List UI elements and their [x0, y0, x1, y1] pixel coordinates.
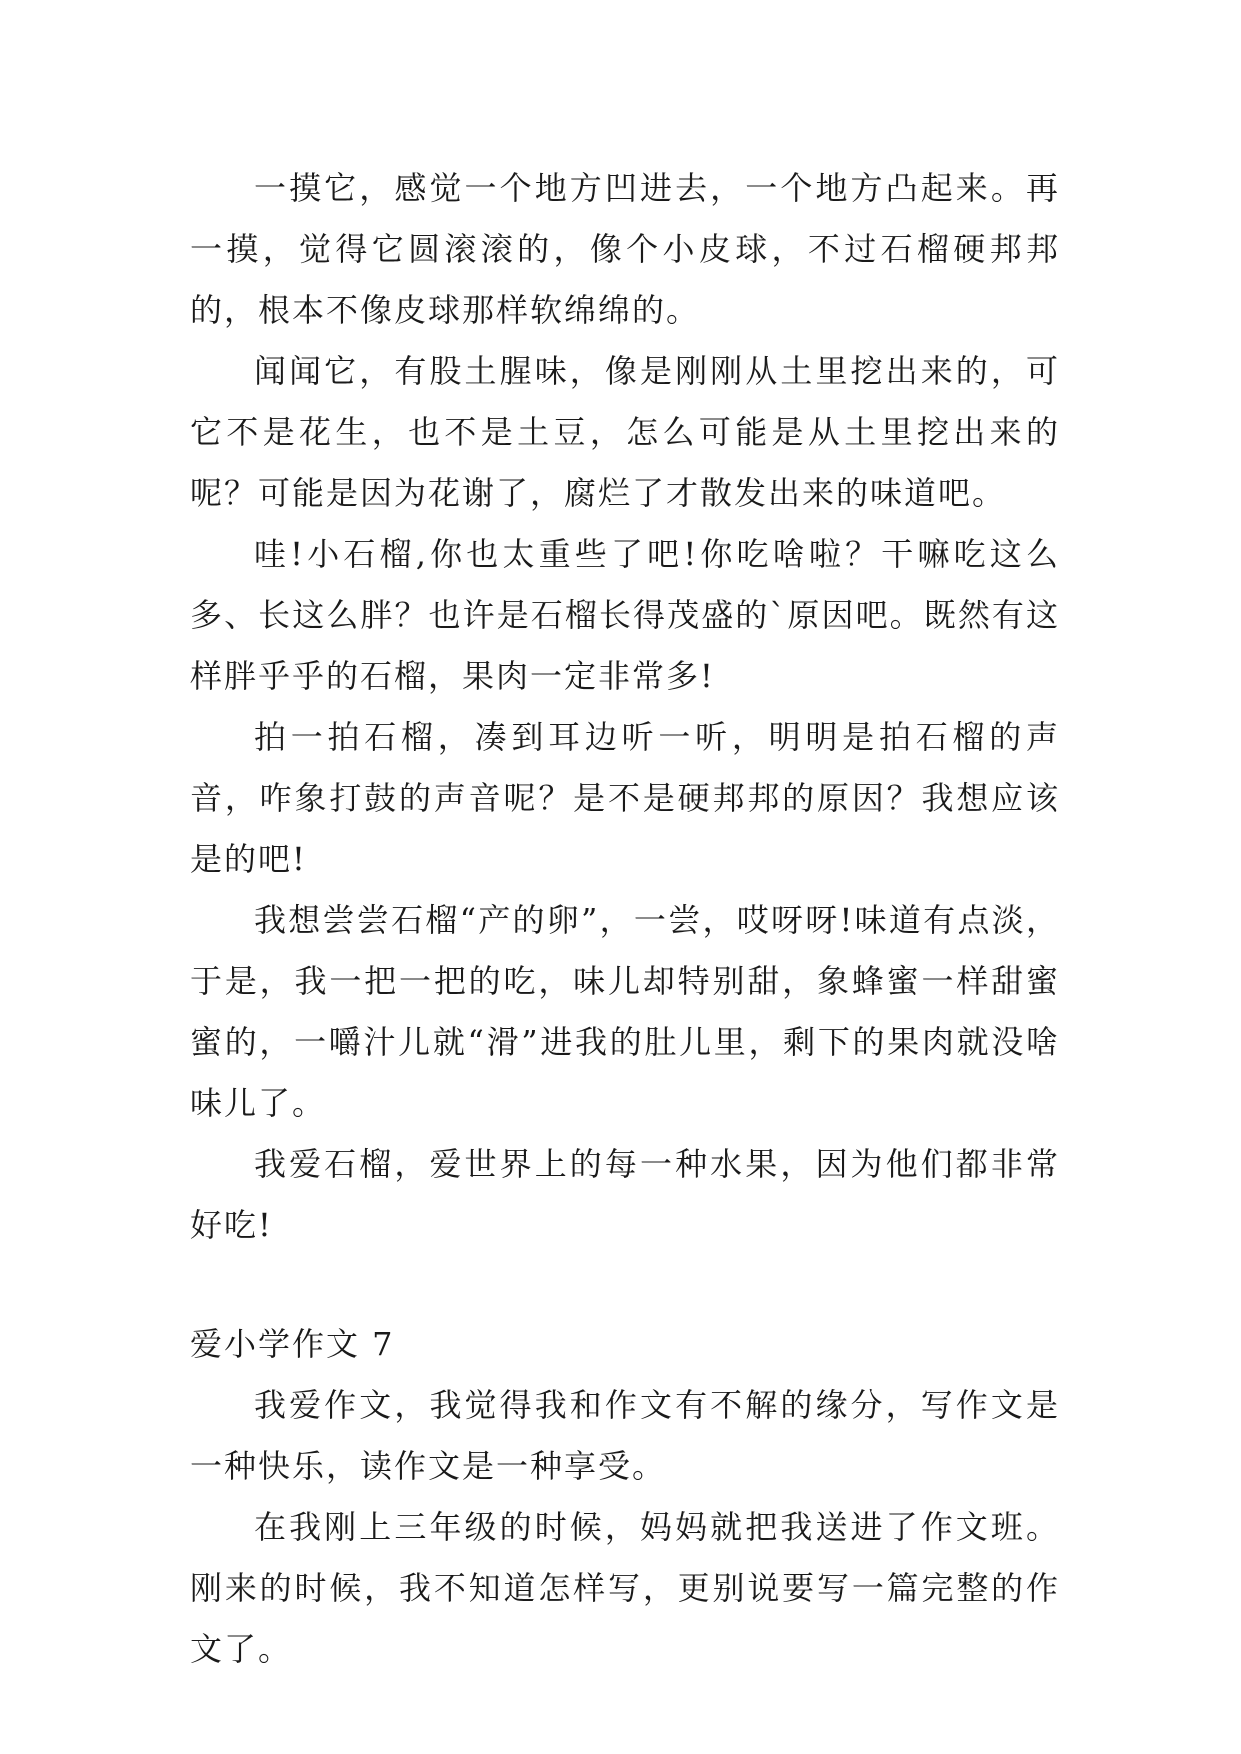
- paragraph-sound: 拍一拍石榴，凑到耳边听一听，明明是拍石榴的声音，咋象打鼓的声音呢？是不是硬邦邦的原因？我想应该是的吧!: [190, 718, 1060, 878]
- paragraph-smell: 闻闻它，有股土腥味，像是刚刚从土里挖出来的，可它不是花生，也不是土豆，怎么可能是从土里挖出来的呢？可能是因为花谢了，腐烂了才散发出来的味道吧。: [190, 352, 1060, 512]
- paragraph-touch: 一摸它，感觉一个地方凹进去，一个地方凸起来。再一摸，觉得它圆滚滚的，像个小皮球，不过石榴硬邦邦的，根本不像皮球那样软绵绵的。: [190, 169, 1060, 329]
- document-body: [190, 158, 1060, 1680]
- paragraph-weight: 哇!小石榴,你也太重些了吧!你吃啥啦？干嘛吃这么多、长这么胖？也许是石榴长得茂盛的`原因吧。既然有这样胖乎乎的石榴，果肉一定非常多!: [190, 535, 1060, 695]
- paragraph-taste: 我想尝尝石榴“产的卵”，一尝，哎呀呀!味道有点淡，于是，我一把一把的吃，味儿却特别甜，象蜂蜜一样甜蜜蜜的，一嚼汁儿就“滑”进我的肚儿里，剩下的果肉就没啥味儿了。: [190, 901, 1060, 1122]
- section-title: 爱小学作文 7: [190, 1325, 395, 1363]
- paragraph-love-fruit: 我爱石榴，爱世界上的每一种水果，因为他们都非常好吃!: [190, 1145, 1060, 1244]
- paragraph-love-writing: 我爱作文，我觉得我和作文有不解的缘分，写作文是一种快乐，读作文是一种享受。: [190, 1386, 1060, 1485]
- paragraph-writing-class: 在我刚上三年级的时候，妈妈就把我送进了作文班。刚来的时候，我不知道怎样写，更别说要写一篇完整的作文了。: [190, 1508, 1060, 1668]
